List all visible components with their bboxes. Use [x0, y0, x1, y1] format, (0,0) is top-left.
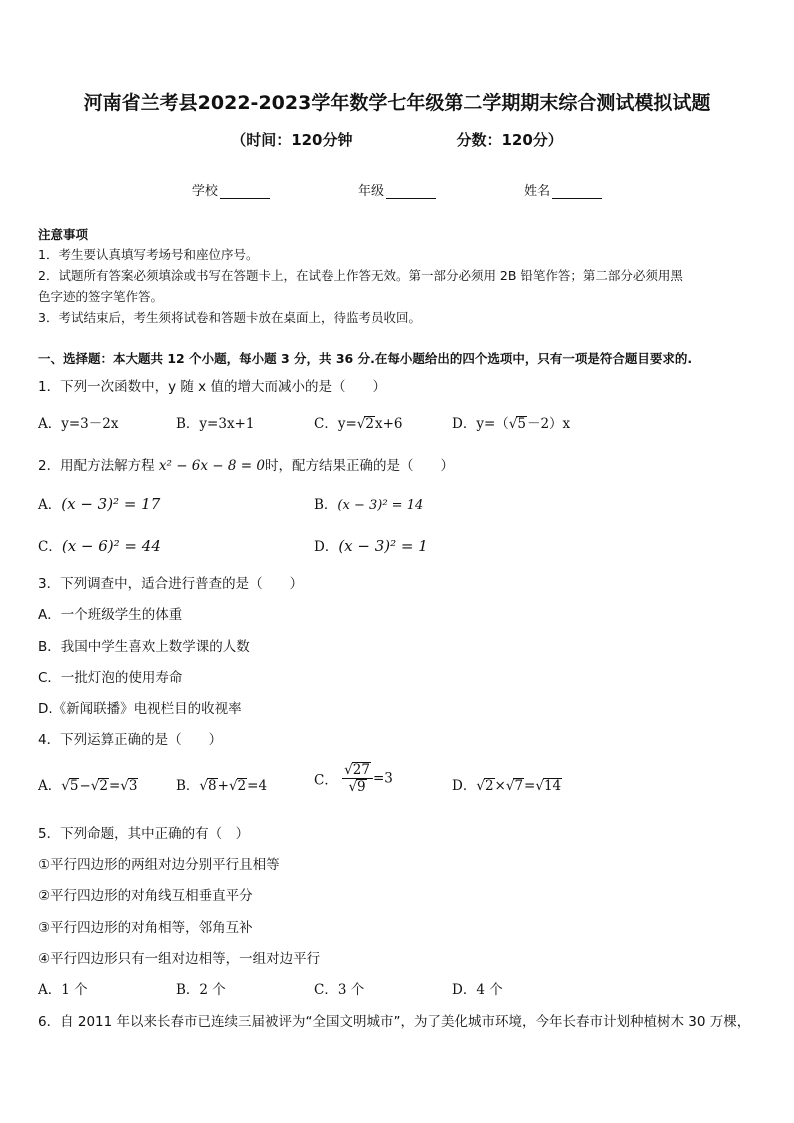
notice-heading: 注意事项	[38, 227, 89, 242]
q4-c-denominator: 9	[357, 779, 366, 795]
score-label: 分数：120分）	[456, 131, 563, 149]
q6-stem: 6．自 2011 年以来长春市已连续三届被评为“全国文明城市”，为了美化城市环境，今年长春市计划种植树木 30 万棵，	[38, 1014, 751, 1030]
q4-option-c[interactable]	[314, 762, 393, 795]
q2-a-eq: (x − 3)² = 17	[61, 495, 161, 513]
q4-b-label: B．	[176, 778, 200, 794]
q1-d-radicand: 5	[517, 416, 526, 432]
q5-option-d[interactable]: D．4 个	[452, 982, 503, 998]
q2-option-b[interactable]	[314, 493, 423, 513]
sqrt-icon: √	[535, 778, 544, 794]
sqrt-icon: √	[228, 778, 238, 794]
q2-option-c[interactable]	[38, 535, 161, 555]
q4-c-fraction	[342, 762, 373, 795]
q4-option-a[interactable]: A．√5−√2=√3	[38, 778, 138, 794]
q1-option-c[interactable]	[314, 412, 403, 432]
q1-c-prefix: C．y=	[314, 416, 357, 432]
q3-option-c[interactable]: C．一批灯泡的使用寿命	[38, 670, 183, 686]
page-title: 河南省兰考县2022-2023学年数学七年级第二学期期末综合测试模拟试题	[83, 92, 711, 114]
q4-b-result: =4	[247, 778, 268, 794]
q2-a-label: A．	[38, 497, 62, 513]
q4-option-d[interactable]: D．√2×√7=√14	[452, 778, 562, 794]
exam-meta	[0, 129, 794, 150]
q1-c-suffix: x+6	[374, 416, 403, 432]
q2-option-a[interactable]	[38, 493, 160, 513]
info-fields	[0, 180, 794, 199]
q4-d-rad2: 7	[514, 778, 524, 794]
q4-d-label: D．	[452, 778, 477, 794]
q5-statement-4: ④平行四边形只有一组对边相等，一组对边平行	[38, 951, 321, 967]
q5-option-a[interactable]: A．1 个	[38, 982, 88, 998]
q4-b-rad2: 2	[237, 778, 247, 794]
q1-c-radicand: 2	[365, 416, 374, 432]
sqrt-icon: √	[508, 416, 518, 432]
q4-stem: 4．下列运算正确的是（ ）	[38, 732, 223, 748]
sqrt-icon: √	[348, 779, 358, 795]
name-blank[interactable]	[552, 184, 602, 199]
q1-option-b[interactable]: B．y=3x+1	[176, 416, 255, 432]
sqrt-icon: √	[356, 416, 366, 432]
sqrt-icon: √	[199, 778, 209, 794]
q2-stem	[38, 454, 454, 474]
q3-option-d[interactable]: D.《新闻联播》电视栏目的收视率	[38, 701, 242, 717]
q2-stem-pre: 2．用配方法解方程	[38, 458, 155, 474]
q5-statement-2: ②平行四边形的对角线互相垂直平分	[38, 888, 253, 904]
q2-option-d[interactable]	[314, 535, 428, 555]
q2-equation: x² − 6x − 8 = 0	[158, 458, 265, 474]
q4-a-label: A．	[38, 778, 62, 794]
sqrt-icon: √	[120, 778, 129, 794]
q1-stem: 1．下列一次函数中，y 随 x 值的增大而减小的是（ ）	[38, 379, 386, 395]
q1-d-suffix: －2）x	[526, 416, 571, 432]
q2-b-eq: (x − 3)² = 14	[337, 498, 424, 513]
q3-option-a[interactable]: A．一个班级学生的体重	[38, 607, 183, 623]
q1-option-d[interactable]	[452, 412, 570, 432]
q4-a-rad2: 2	[99, 778, 108, 794]
notice-item-2: 2．试题所有答案必须填涂或书写在答题卡上，在试卷上作答无效。第一部分必须用 2B 铅笔作答；第二部分必须用黑	[38, 268, 683, 283]
q2-c-eq: (x − 6)² = 44	[61, 537, 161, 555]
q4-d-rad1: 2	[484, 778, 494, 794]
q4-b-rad1: 8	[208, 778, 217, 794]
q3-option-b[interactable]: B．我国中学生喜欢上数学课的人数	[38, 639, 250, 655]
q4-a-rad3: 3	[128, 778, 138, 794]
q4-c-numerator: 27	[352, 762, 370, 778]
q2-b-label: B．	[314, 497, 338, 513]
notice-item-2-cont: 色字迹的签字笔作答。	[38, 289, 164, 304]
section-heading: 一、选择题：本大题共 12 个小题，每小题 3 分，共 36 分.在每小题给出的四个选项中，只有一项是符合题目要求的.	[38, 351, 693, 366]
grade-blank[interactable]	[386, 184, 436, 199]
name-label: 姓名	[524, 184, 551, 199]
q4-d-rad3: 14	[543, 778, 562, 794]
sqrt-icon: √	[505, 778, 515, 794]
sqrt-icon: √	[90, 778, 100, 794]
q4-c-label: C．	[314, 772, 338, 789]
q2-d-label: D．	[314, 539, 339, 555]
school-label: 学校	[191, 184, 218, 199]
q5-option-c[interactable]: C．3 个	[314, 982, 365, 998]
q4-option-b[interactable]: B．√8+√2=4	[176, 778, 268, 794]
grade-label: 年级	[357, 184, 384, 199]
notice-item-1: 1．考生要认真填写考场号和座位序号。	[38, 247, 259, 262]
q5-statement-1: ①平行四边形的两组对边分别平行且相等	[38, 857, 280, 873]
sqrt-icon: √	[61, 778, 70, 794]
q1-option-a[interactable]: A．y=3－2x	[38, 416, 119, 432]
notice-item-3: 3．考试结束后，考生须将试卷和答题卡放在桌面上，待监考员收回。	[38, 310, 421, 325]
q5-option-b[interactable]: B．2 个	[176, 982, 226, 998]
sqrt-icon: √	[344, 762, 353, 778]
q5-stem: 5．下列命题，其中正确的有（ ）	[38, 826, 250, 842]
q2-d-eq: (x − 3)² = 1	[338, 537, 428, 555]
q4-c-result: =3	[372, 770, 393, 787]
q2-stem-post: 时，配方结果正确的是（ ）	[264, 458, 454, 474]
q4-a-rad1: 5	[69, 778, 79, 794]
time-label: （时间：120分钟	[231, 131, 353, 149]
q2-c-label: C．	[38, 539, 62, 555]
q5-statement-3: ③平行四边形的对角相等，邻角互补	[38, 920, 253, 936]
school-blank[interactable]	[220, 184, 270, 199]
sqrt-icon: √	[476, 778, 485, 794]
q1-d-prefix: D．y=（	[452, 416, 509, 432]
q3-stem: 3．下列调查中，适合进行普查的是（ ）	[38, 576, 304, 592]
